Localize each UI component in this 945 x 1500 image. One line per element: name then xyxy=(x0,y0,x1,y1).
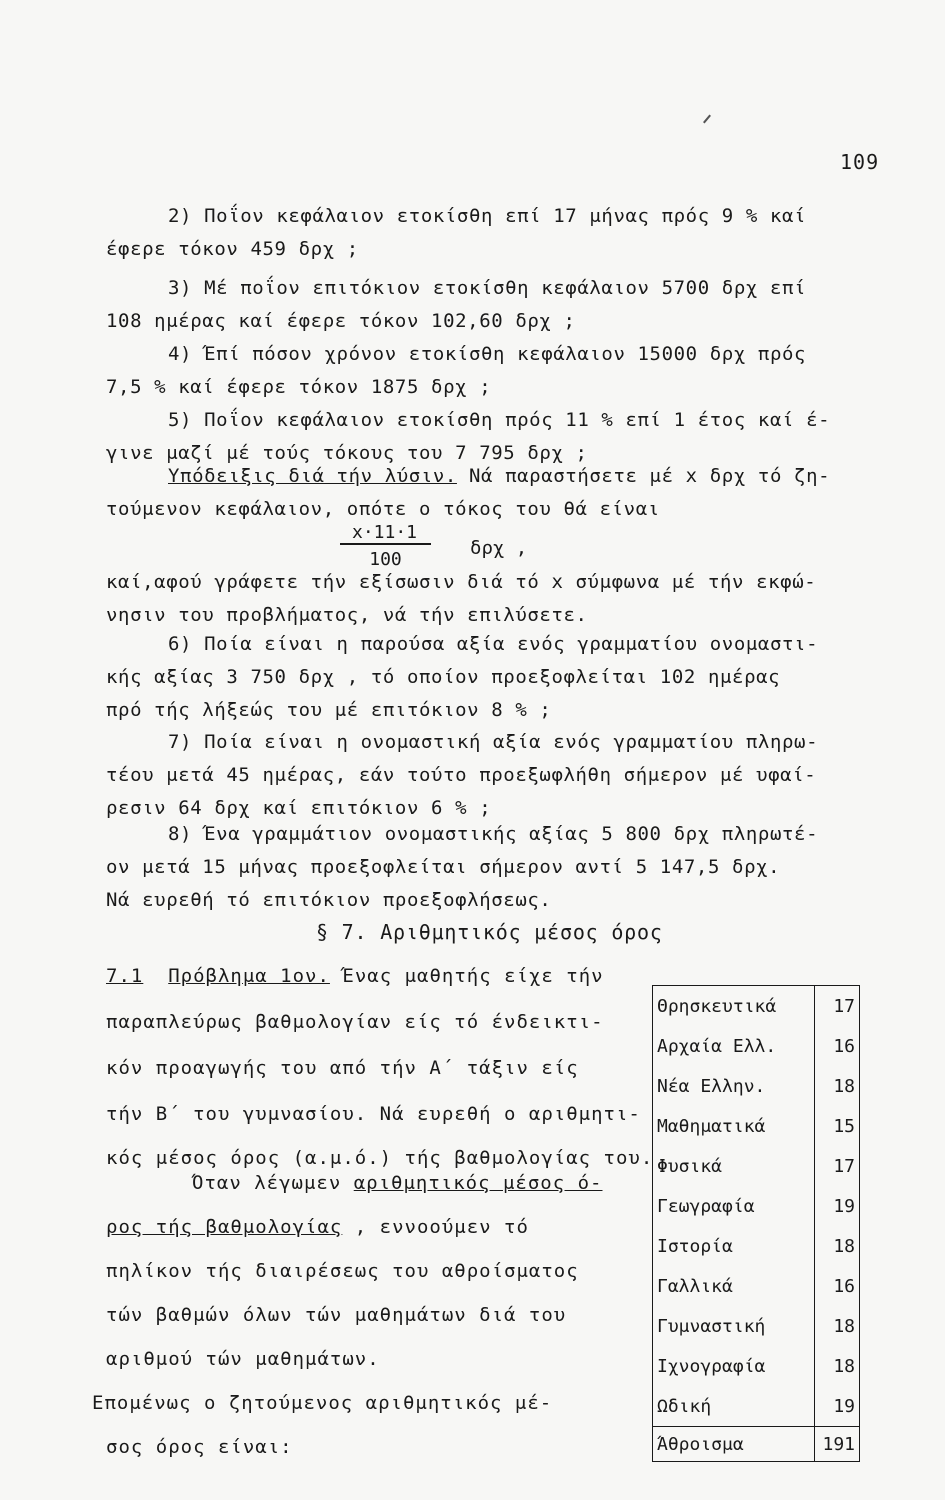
table-row xyxy=(653,1306,860,1346)
grade-cell: 19 xyxy=(815,1186,860,1226)
subject-cell: Ιχνογραφία xyxy=(653,1346,815,1386)
body-text: Ένας μαθητής είχε τήν xyxy=(329,965,604,987)
subject-cell: Ωδική xyxy=(653,1386,815,1427)
subsection-title: Πρόβλημα 1ον. xyxy=(168,965,330,987)
table-row xyxy=(653,1066,860,1106)
fraction-denominator: 100 xyxy=(369,549,402,570)
table-row xyxy=(653,1386,860,1427)
table-row xyxy=(653,1026,860,1066)
table-row xyxy=(653,986,860,1027)
definition-line xyxy=(192,1172,603,1194)
subject-cell: Φυσικά xyxy=(653,1146,815,1186)
grade-cell: 16 xyxy=(815,1026,860,1066)
problem-line: πρό τής λήξεώς του μέ επιτόκιον 8 % ; xyxy=(106,699,552,721)
grade-cell: 17 xyxy=(815,1146,860,1186)
problem-line: 4) Έπί πόσον χρόνον ετοκίσθη κεφάλαιον 15000 δρχ πρός xyxy=(168,343,807,365)
subsection-number: 7.1 xyxy=(106,965,144,987)
problem-6 xyxy=(106,628,876,727)
body-text: τήν Β΄ του γυμνασίου. Νά ευρεθή ο αριθμητι- xyxy=(106,1103,641,1125)
subject-cell: Γεωγραφία xyxy=(653,1186,815,1226)
section-heading: § 7. Αριθμητικός μέσος όρος xyxy=(316,920,663,944)
problem-line: ον μετά 15 μήνας προεξοφλείται σήμερον αντί 5 147,5 δρχ. xyxy=(106,856,781,878)
hint-text: νησιν του προβλήματος, νά τήν επιλύσετε. xyxy=(106,604,588,626)
hint-continued xyxy=(106,566,876,632)
problem-2 xyxy=(106,200,876,266)
problem-4 xyxy=(106,338,876,404)
problem-line: ρεσιν 64 δρχ καί επιτόκιον 6 % ; xyxy=(106,797,492,819)
problem-line: κής αξίας 3 750 δρχ , τό οποίον προεξοφλείται 102 ημέρας xyxy=(106,666,781,688)
problem-line: 2) Ποΐον κεφάλαιον ετοκίσθη επί 17 μήνας πρός 9 % καί xyxy=(168,205,807,227)
total-row xyxy=(653,1427,860,1462)
definition-line xyxy=(106,1216,529,1238)
page-number: 109 xyxy=(840,150,880,174)
grades-table xyxy=(652,985,860,1462)
problem-line: 7,5 % καί έφερε τόκον 1875 δρχ ; xyxy=(106,376,492,398)
problem-line: έφερε τόκον 459 δρχ ; xyxy=(106,238,359,260)
problem-line: 5) Ποΐον κεφάλαιον ετοκίσθη πρός 11 % επί 1 έτος καί έ- xyxy=(168,409,831,431)
defined-term: ρος τής βαθμολογίας xyxy=(106,1216,343,1238)
total-value: 191 xyxy=(815,1427,860,1462)
subject-cell: Θρησκευτικά xyxy=(653,986,815,1027)
table-row xyxy=(653,1186,860,1226)
grade-cell: 15 xyxy=(815,1106,860,1146)
problem-line: 3) Μέ ποΐον επιτόκιον ετοκίσθη κεφάλαιον 5700 δρχ επί xyxy=(168,277,807,299)
problem-line: γινε μαζί μέ τούς τόκους του 7 795 δρχ ; xyxy=(106,442,588,464)
body-text: κόν προαγωγής του από τήν Α΄ τάξιν είς xyxy=(106,1057,579,1079)
hint-label: Υπόδειξις διά τήν λύσιν. xyxy=(168,465,457,487)
problem-7 xyxy=(106,726,876,825)
body-text: σος όρος είναι: xyxy=(106,1436,293,1458)
body-text: τών βαθμών όλων τών μαθημάτων διά του xyxy=(106,1304,567,1326)
grade-cell: 18 xyxy=(815,1066,860,1106)
subject-cell: Μαθηματικά xyxy=(653,1106,815,1146)
body-text: Επομένως ο ζητούμενος αριθμητικός μέ- xyxy=(92,1392,553,1414)
subject-cell: Ιστορία xyxy=(653,1226,815,1266)
body-text: παραπλεύρως βαθμολογίαν είς τό ένδεικτι- xyxy=(106,1011,604,1033)
problem-line: Νά ευρεθή τό επιτόκιον προεξοφλήσεως. xyxy=(106,889,552,911)
problem-line: 7) Ποία είναι η ονομαστική αξία ενός γραμματίου πληρω- xyxy=(168,731,819,753)
interest-fraction xyxy=(340,522,431,570)
subject-cell: Γυμναστική xyxy=(653,1306,815,1346)
fraction-unit: δρχ , xyxy=(470,537,528,559)
problem-3 xyxy=(106,272,876,338)
body-text: Όταν λέγωμεν xyxy=(192,1172,354,1194)
subsection-title-line xyxy=(106,965,604,987)
hint-text: Νά παραστήσετε μέ x δρχ τό ζη- xyxy=(456,465,831,487)
grade-cell: 18 xyxy=(815,1226,860,1266)
problem-line: 6) Ποία είναι η παρούσα αξία ενός γραμματίου ονομαστι- xyxy=(168,633,819,655)
table-row xyxy=(653,1226,860,1266)
pencil-mark xyxy=(703,115,711,124)
grade-cell: 18 xyxy=(815,1346,860,1386)
grade-cell: 19 xyxy=(815,1386,860,1427)
grade-cell: 17 xyxy=(815,986,860,1027)
problem-line: τέου μετά 45 ημέρας, εάν τούτο προεξωφλήθη σήμερον μέ υφαί- xyxy=(106,764,817,786)
body-text: κός μέσος όρος (α.μ.ό.) τής βαθμολογίας του. xyxy=(106,1147,654,1169)
problem-line: 8) Ένα γραμμάτιον ονομαστικής αξίας 5 800 δρχ πληρωτέ- xyxy=(168,823,819,845)
table-row xyxy=(653,1346,860,1386)
grade-cell: 16 xyxy=(815,1266,860,1306)
total-label: Άθροισμα xyxy=(653,1427,815,1462)
grade-cell: 18 xyxy=(815,1306,860,1346)
table-row xyxy=(653,1266,860,1306)
subject-cell: Αρχαία Ελλ. xyxy=(653,1026,815,1066)
table-row xyxy=(653,1146,860,1186)
body-text: αριθμού τών μαθημάτων. xyxy=(106,1348,380,1370)
hint-block xyxy=(106,460,876,526)
fraction-numerator: x·11·1 xyxy=(340,522,431,545)
problem-8 xyxy=(106,818,876,917)
problem-line: 108 ημέρας καί έφερε τόκον 102,60 δρχ ; xyxy=(106,310,576,332)
hint-text: τούμενον κεφάλαιον, οπότε ο τόκος του θά είναι xyxy=(106,498,660,520)
subject-cell: Γαλλικά xyxy=(653,1266,815,1306)
body-text: πηλίκον τής διαιρέσεως του αθροίσματος xyxy=(106,1260,579,1282)
body-text: , εννοούμεν τό xyxy=(342,1216,529,1238)
hint-text: καί,αφού γράφετε τήν εξίσωσιν διά τό x σύμφωνα μέ τήν εκφώ- xyxy=(106,571,817,593)
subject-cell: Νέα Ελλην. xyxy=(653,1066,815,1106)
table-row xyxy=(653,1106,860,1146)
defined-term: αριθμητικός μέσος ό- xyxy=(353,1172,603,1194)
